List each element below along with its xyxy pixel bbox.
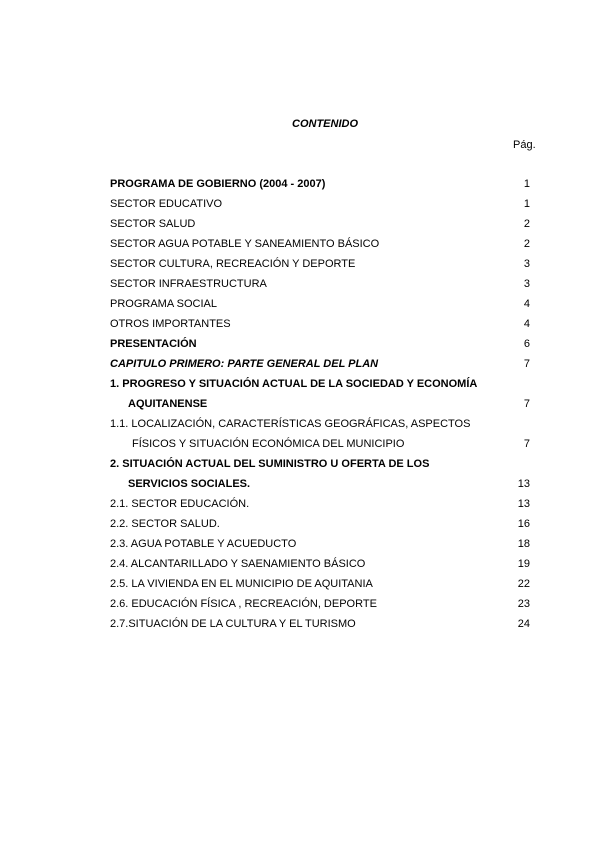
- toc-entry: [110, 236, 530, 256]
- toc-entry-page: 3: [523, 258, 530, 270]
- toc-entry-text: SECTOR SALUD: [110, 218, 196, 230]
- toc-entry-page: 22: [517, 578, 530, 590]
- toc-entry-text: PROGRAMA DE GOBIERNO (2004 - 2007): [110, 178, 326, 190]
- toc-entry-page: 1: [523, 198, 530, 210]
- toc-entry-page: 19: [517, 558, 530, 570]
- toc-entry-text: 2. SITUACIÓN ACTUAL DEL SUMINISTRO U OFERTA DE LOS: [110, 458, 430, 470]
- toc-entry: [110, 616, 530, 636]
- toc-entry-text: 1.1. LOCALIZACIÓN, CARACTERÍSTICAS GEOGRÁFICAS, ASPECTOS: [110, 418, 471, 430]
- toc-entry: [110, 436, 530, 456]
- toc-entry: [110, 296, 530, 316]
- toc-entry-page: 7: [523, 398, 530, 410]
- toc-entry: [110, 396, 530, 416]
- toc-entry-text: OTROS IMPORTANTES: [110, 318, 231, 330]
- toc-entry: [110, 256, 530, 276]
- toc-entry-page: 23: [517, 598, 530, 610]
- toc-entry-text: CAPITULO PRIMERO: PARTE GENERAL DEL PLAN: [110, 358, 379, 370]
- toc-entry-page: 6: [523, 338, 530, 350]
- toc-entry-text: 2.3. AGUA POTABLE Y ACUEDUCTO: [110, 538, 297, 550]
- toc-entry-page: 1: [523, 178, 530, 190]
- toc-entry: [110, 576, 530, 596]
- toc-entry-text: 2.5. LA VIVIENDA EN EL MUNICIPIO DE AQUITANIA: [110, 578, 373, 590]
- toc-entry-page: 13: [517, 498, 530, 510]
- toc-entry-page: 13: [517, 478, 530, 490]
- toc-entry-text: SECTOR CULTURA, RECREACIÓN Y DEPORTE: [110, 258, 356, 270]
- table-of-contents: [110, 176, 530, 636]
- toc-entry-text: SECTOR AGUA POTABLE Y SANEAMIENTO BÁSICO: [110, 238, 380, 250]
- page-column-label: Pág.: [513, 139, 536, 151]
- toc-entry: [110, 536, 530, 556]
- toc-entry-page: 16: [517, 518, 530, 530]
- toc-entry-page: 4: [523, 298, 530, 310]
- toc-entry: [110, 476, 530, 496]
- toc-entry-text: 2.4. ALCANTARILLADO Y SAENAMIENTO BÁSICO: [110, 558, 366, 570]
- toc-entry-text: PROGRAMA SOCIAL: [110, 298, 217, 310]
- toc-entry-text: AQUITANENSE: [128, 398, 208, 410]
- toc-entry: [110, 596, 530, 616]
- toc-entry: [110, 356, 530, 376]
- toc-entry-page: 4: [523, 318, 530, 330]
- toc-entry: [110, 556, 530, 576]
- toc-entry: [110, 416, 530, 436]
- page-title: CONTENIDO: [292, 118, 358, 130]
- toc-entry-page: 3: [523, 278, 530, 290]
- toc-entry-text: 2.1. SECTOR EDUCACIÓN.: [110, 498, 250, 510]
- toc-entry: [110, 176, 530, 196]
- toc-entry: [110, 276, 530, 296]
- toc-entry-page: 7: [523, 358, 530, 370]
- toc-entry: [110, 376, 530, 396]
- toc-entry: [110, 516, 530, 536]
- toc-entry-text: SECTOR INFRAESTRUCTURA: [110, 278, 267, 290]
- toc-entry-text: PRESENTACIÓN: [110, 338, 197, 350]
- toc-entry: [110, 456, 530, 476]
- toc-entry-text: 2.2. SECTOR SALUD.: [110, 518, 220, 530]
- toc-entry-page: 24: [517, 618, 530, 630]
- toc-entry-text: FÍSICOS Y SITUACIÓN ECONÓMICA DEL MUNICIPIO: [132, 438, 405, 450]
- toc-entry-page: 7: [523, 438, 530, 450]
- toc-entry-text: SECTOR EDUCATIVO: [110, 198, 223, 210]
- toc-entry-page: 2: [523, 238, 530, 250]
- toc-entry: [110, 316, 530, 336]
- toc-entry: [110, 196, 530, 216]
- toc-entry: [110, 216, 530, 236]
- toc-entry: [110, 496, 530, 516]
- toc-entry-page: 2: [523, 218, 530, 230]
- toc-entry-text: 2.7.SITUACIÓN DE LA CULTURA Y EL TURISMO: [110, 618, 356, 630]
- toc-entry-page: 18: [517, 538, 530, 550]
- toc-entry: [110, 336, 530, 356]
- toc-entry-text: 2.6. EDUCACIÓN FÍSICA , RECREACIÓN, DEPORTE: [110, 598, 377, 610]
- toc-entry-text: SERVICIOS SOCIALES.: [128, 478, 251, 490]
- toc-entry-text: 1. PROGRESO Y SITUACIÓN ACTUAL DE LA SOCIEDAD Y ECONOMÍA: [110, 378, 478, 390]
